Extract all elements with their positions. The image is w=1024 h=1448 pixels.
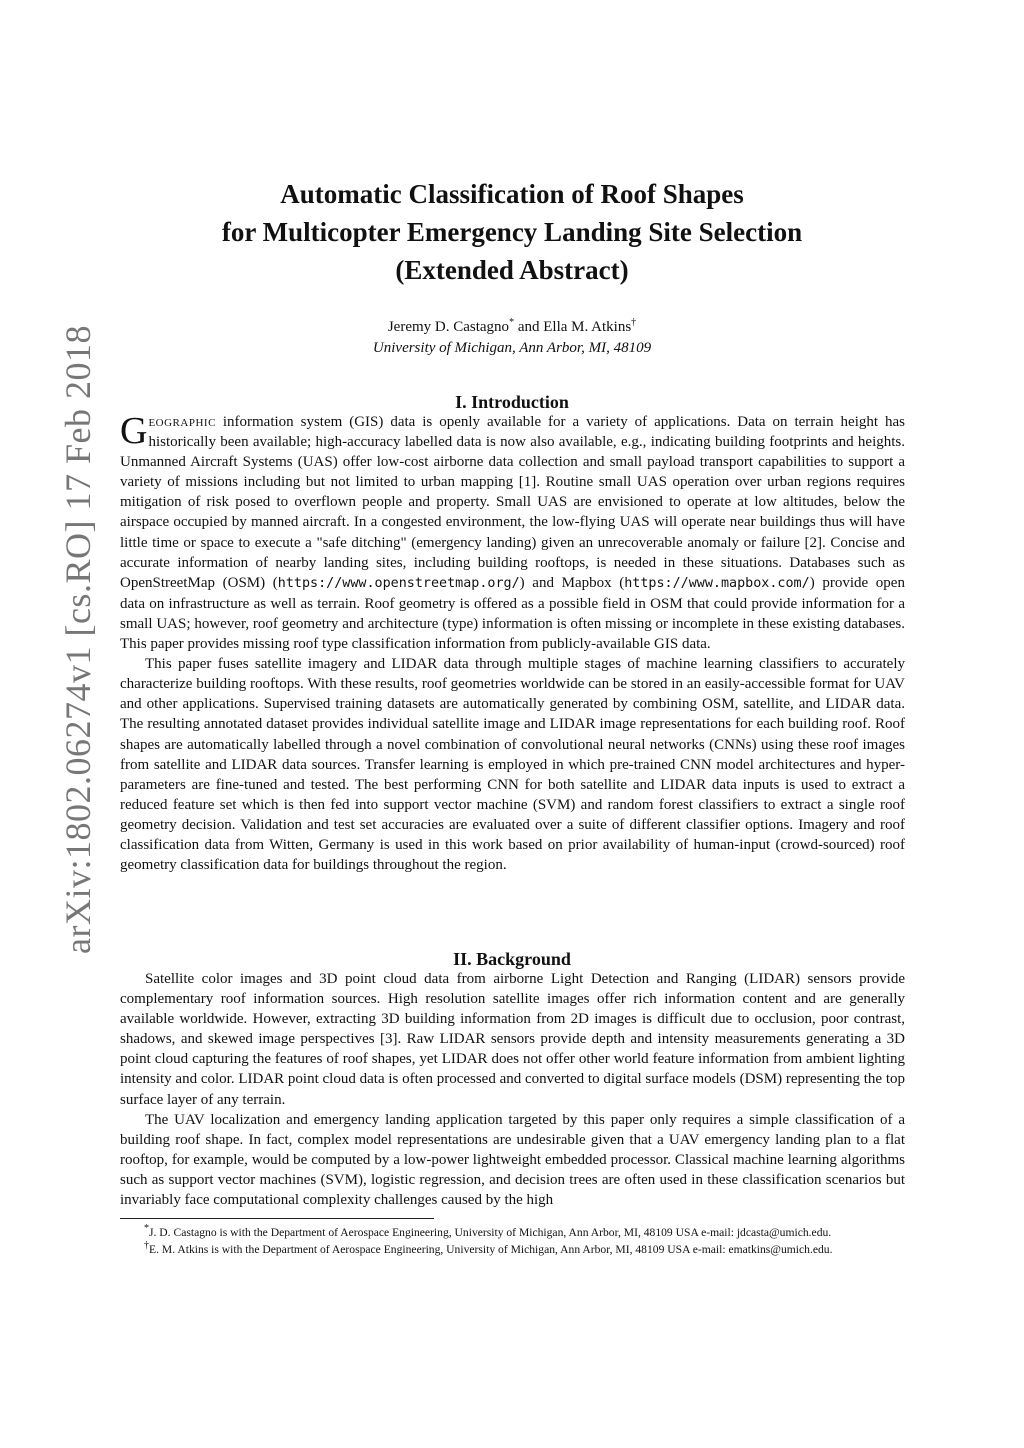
intro-paragraph-1 bbox=[120, 412, 905, 654]
intro-p1-text-c: ) provide open data on infrastructure as well as terrain. Roof geometry is offered as a possible field in OSM that could provide information for a small UAS; however, roof geometry and architecture (type) information is often missing or incomplete in these existing databases. This paper provides missing roof type classification information from publicly-available GIS data. bbox=[120, 574, 905, 653]
title-line-1: Automatic Classification of Roof Shapes bbox=[280, 179, 744, 209]
section-heading-background: II. Background bbox=[453, 949, 571, 969]
author-1-footnote-mark: * bbox=[509, 317, 515, 328]
footnotes bbox=[120, 1224, 905, 1258]
background-paragraph-1: Satellite color images and 3D point cloud data from airborne Light Detection and Ranging (LIDAR) sensors provide complementary roof information sources. High resolution satellite images offer rich information content and are generally available worldwide. However, extracting 3D building information from 2D images is difficult due to occlusion, poor contrast, shadows, and skewed image perspectives [3]. Raw LIDAR sensors provide depth and intensity measurements generating a 3D point cloud capturing the features of roof shapes, yet LIDAR does not offer other world feature information from ambient lighting intensity and color. LIDAR point cloud data is often processed and converted to digital surface models (DSM) representing the top surface layer of any terrain. bbox=[120, 971, 905, 1108]
background-paragraph-2: The UAV localization and emergency landing application targeted by this paper only requires a simple classification of a building roof shape. In fact, complex model representations are undesirable given that a UAV emergency landing plan to a flat rooftop, for example, would be computed by a low-power lightweight embedded processor. Classical machine learning algorithms such as support vector machines (SVM), logistic regression, and decision trees are often used in these classification scenarios but invariably face computational complexity challenges caused by the high bbox=[120, 1111, 905, 1209]
intro-smallcaps-word: eographic bbox=[148, 414, 216, 430]
openstreetmap-url: https://www.openstreetmap.org/ bbox=[277, 575, 520, 591]
affiliation: University of Michigan, Ann Arbor, MI, 48109 bbox=[372, 340, 652, 356]
footnote-2-mark: † bbox=[144, 1240, 149, 1252]
footnote-1-text: J. D. Castagno is with the Department of Aerospace Engineering, University of Michigan, Ann Arbor, MI, 48109 USA e-mail: jdcasta@umich.edu. bbox=[149, 1226, 832, 1239]
author-1: Jeremy D. Castagno bbox=[387, 319, 510, 335]
footnote-1-mark: * bbox=[144, 1223, 149, 1235]
title-line-3: (Extended Abstract) bbox=[395, 255, 629, 285]
author-2: Ella M. Atkins bbox=[543, 319, 632, 335]
intro-p1-text-b: ) and Mapbox ( bbox=[519, 574, 625, 591]
arxiv-identifier-stamp: arXiv:1802.06274v1 [cs.RO] 17 Feb 2018 bbox=[58, 325, 98, 954]
intro-paragraph-2: This paper fuses satellite imagery and LIDAR data through multiple stages of machine learning classifiers to accurately characterize building rooftops. With these results, roof geometries worldwide can be stored in an easily-accessible format for UAV and other applications. Supervised training datasets are automatically generated by combining OSM, satellite, and LIDAR data. The resulting annotated dataset provides individual satellite image and LIDAR image representations for each building roof. Roof shapes are automatically labelled through a novel combination of convolutional neural networks (CNNs) using these roof images from satellite and LIDAR data sources. Transfer learning is employed in which pre-trained CNN model architectures and hyper-parameters are fine-tuned and tested. The best performing CNN for both satellite and LIDAR data inputs is used to extract a reduced feature set which is then fed into support vector machine (SVM) and random forest classifiers to extract a single roof geometry decision. Validation and test set accuracies are evaluated over a suite of different classifier options. Imagery and roof classification data from Witten, Germany is used in this work based on prior availability of human-input (crowd-sourced) roof geometry classification data for buildings throughout the region. bbox=[120, 656, 905, 874]
footnote-2-text: E. M. Atkins is with the Department of Aerospace Engineering, University of Michigan, Ann Arbor, MI, 48109 USA e-mail: ematkins@umich.edu. bbox=[149, 1243, 833, 1256]
paper-title bbox=[120, 175, 904, 289]
author-conjunction: and bbox=[514, 319, 544, 335]
mapbox-url: https://www.mapbox.com/ bbox=[624, 575, 810, 591]
author-2-footnote-mark: † bbox=[631, 317, 637, 328]
section-heading-introduction: I. Introduction bbox=[455, 392, 569, 412]
drop-cap-letter: G bbox=[120, 410, 148, 452]
author-names bbox=[120, 317, 904, 338]
footnote-divider bbox=[120, 1218, 434, 1219]
footnote-1 bbox=[120, 1224, 905, 1241]
introduction-body bbox=[120, 412, 905, 875]
title-line-2: for Multicopter Emergency Landing Site Selection bbox=[221, 217, 803, 247]
footnote-2 bbox=[120, 1241, 905, 1258]
background-body bbox=[120, 969, 905, 1210]
author-block bbox=[120, 317, 904, 359]
intro-p1-text-a: information system (GIS) data is openly available for a variety of applications. Data on terrain height has historically been available; high-accuracy labelled data is now also available, e.g., indicating building footprints and heights. Unmanned Aircraft Systems (UAS) offer low-cost airborne data collection and small payload transport capabilities to support a variety of missions including but not limited to urban mapping [1]. Routine small UAS operation over urban regions requires mitigation of risk posed to overflown people and property. Small UAS are envisioned to operate at low altitudes, below the airspace occupied by manned aircraft. In a congested environment, the low-flying UAS will operate near buildings thus will have little time or space to execute a "safe ditching" (emergency landing) given an unrecoverable anomaly or failure [2]. Concise and accurate information of nearby landing sites, including building rooftops, is needed in these situations. Databases such as OpenStreetMap (OSM) ( bbox=[120, 414, 905, 591]
